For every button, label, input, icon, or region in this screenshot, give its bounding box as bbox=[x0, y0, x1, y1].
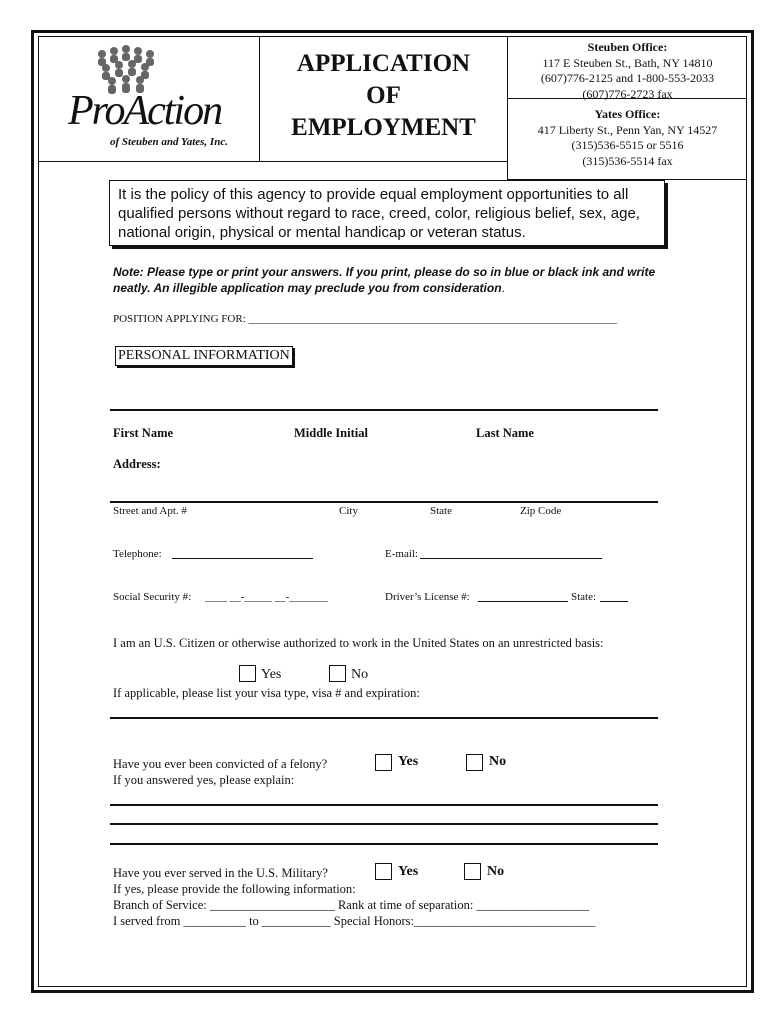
drivers-license-label: Driver’s License #: bbox=[385, 591, 470, 603]
felony-no-checkbox[interactable] bbox=[466, 754, 483, 771]
name-input-line[interactable] bbox=[110, 409, 658, 411]
position-applying-field[interactable]: POSITION APPLYING FOR: ___________________________________________________________________ bbox=[113, 313, 618, 325]
citizen-no-label: No bbox=[351, 667, 369, 682]
citizenship-question: I am an U.S. Citizen or otherwise authorized to work in the United States on an unrestricted basis: bbox=[113, 636, 604, 650]
military-question: Have you ever served in the U.S. Military? bbox=[113, 866, 328, 880]
email-label: E-mail: bbox=[385, 548, 418, 560]
middle-initial-label: Middle Initial bbox=[294, 426, 368, 440]
military-service-dates-fields[interactable]: I served from __________ to ___________ Special Honors:_____________________________ bbox=[113, 914, 596, 928]
ssn-input[interactable]: ____ __-_____ __-_______ bbox=[205, 591, 328, 603]
yates-fax: (315)536-5514 fax bbox=[582, 153, 673, 168]
dl-state-label: State: bbox=[571, 591, 597, 603]
note-label: Note bbox=[113, 265, 140, 279]
felony-question: Have you ever been convicted of a felony? bbox=[113, 757, 328, 771]
felony-explain-line-3[interactable] bbox=[110, 843, 658, 845]
telephone-input[interactable] bbox=[172, 558, 313, 559]
citizen-yes-checkbox[interactable] bbox=[239, 665, 256, 682]
email-input[interactable] bbox=[420, 558, 602, 559]
military-yes-label: Yes bbox=[398, 864, 419, 879]
address-label: Address: bbox=[113, 457, 161, 471]
office-info-box bbox=[507, 36, 747, 180]
equal-opportunity-policy: It is the policy of this agency to provide equal employment opportunities to all qualified persons without regard to race, creed, color, religious belief, sex, age, national origin, physical or mental handicap or veteran status. bbox=[109, 180, 665, 246]
state-label: State bbox=[430, 505, 452, 517]
steuben-fax: (607)776-2723 fax bbox=[582, 86, 673, 101]
street-label: Street and Apt. # bbox=[113, 505, 187, 517]
yates-address: 417 Liberty St., Penn Yan, NY 14527 bbox=[537, 122, 718, 137]
drivers-license-input[interactable] bbox=[478, 601, 568, 602]
title-box bbox=[259, 36, 508, 162]
felony-explain-line-2[interactable] bbox=[110, 823, 658, 825]
steuben-office-heading: Steuben Office: bbox=[587, 40, 668, 54]
last-name-label: Last Name bbox=[476, 426, 534, 440]
page-title-line-3: EMPLOYMENT bbox=[291, 114, 476, 141]
page-title-line-2: OF bbox=[366, 82, 401, 109]
ssn-label: Social Security #: bbox=[113, 591, 192, 603]
military-no-label: No bbox=[487, 864, 505, 879]
instructions-note bbox=[113, 265, 673, 296]
personal-information-heading: PERSONAL INFORMATION bbox=[115, 346, 293, 366]
military-info-label: If yes, please provide the following information: bbox=[113, 882, 356, 896]
citizen-yes-label: Yes bbox=[261, 667, 282, 682]
military-branch-rank-fields[interactable]: Branch of Service: ____________________ Rank at time of separation: __________________ bbox=[113, 898, 589, 912]
felony-explain-label: If you answered yes, please explain: bbox=[113, 773, 295, 787]
page-title-line-1: APPLICATION bbox=[296, 50, 471, 77]
zip-code-label: Zip Code bbox=[520, 505, 562, 517]
felony-yes-label: Yes bbox=[398, 754, 419, 769]
logo-wordmark: ProAction bbox=[68, 88, 222, 134]
visa-info-label: If applicable, please list your visa type, visa # and expiration: bbox=[113, 686, 420, 700]
address-input-line[interactable] bbox=[110, 501, 658, 503]
logo-subtitle: of Steuben and Yates, Inc. bbox=[110, 136, 228, 148]
steuben-address: 117 E Steuben St., Bath, NY 14810 bbox=[542, 55, 713, 70]
military-yes-checkbox[interactable] bbox=[375, 863, 392, 880]
visa-input-line[interactable] bbox=[110, 717, 658, 719]
city-label: City bbox=[339, 505, 358, 517]
note-end: . bbox=[501, 280, 505, 295]
telephone-label: Telephone: bbox=[113, 548, 162, 560]
dl-state-input[interactable] bbox=[600, 601, 628, 602]
note-text: : Please type or print your answers. If you print, please do so in blue or black ink and write neatly. An illegible application may preclude you from consideration bbox=[113, 265, 656, 295]
yates-phone: (315)536-5515 or 5516 bbox=[571, 138, 684, 152]
yates-office-heading: Yates Office: bbox=[594, 107, 661, 121]
felony-no-label: No bbox=[489, 754, 507, 769]
steuben-phone: (607)776-2125 and 1-800-553-2033 bbox=[540, 71, 715, 85]
military-no-checkbox[interactable] bbox=[464, 863, 481, 880]
citizen-no-checkbox[interactable] bbox=[329, 665, 346, 682]
felony-yes-checkbox[interactable] bbox=[375, 754, 392, 771]
felony-explain-line-1[interactable] bbox=[110, 804, 658, 806]
first-name-label: First Name bbox=[113, 426, 174, 440]
